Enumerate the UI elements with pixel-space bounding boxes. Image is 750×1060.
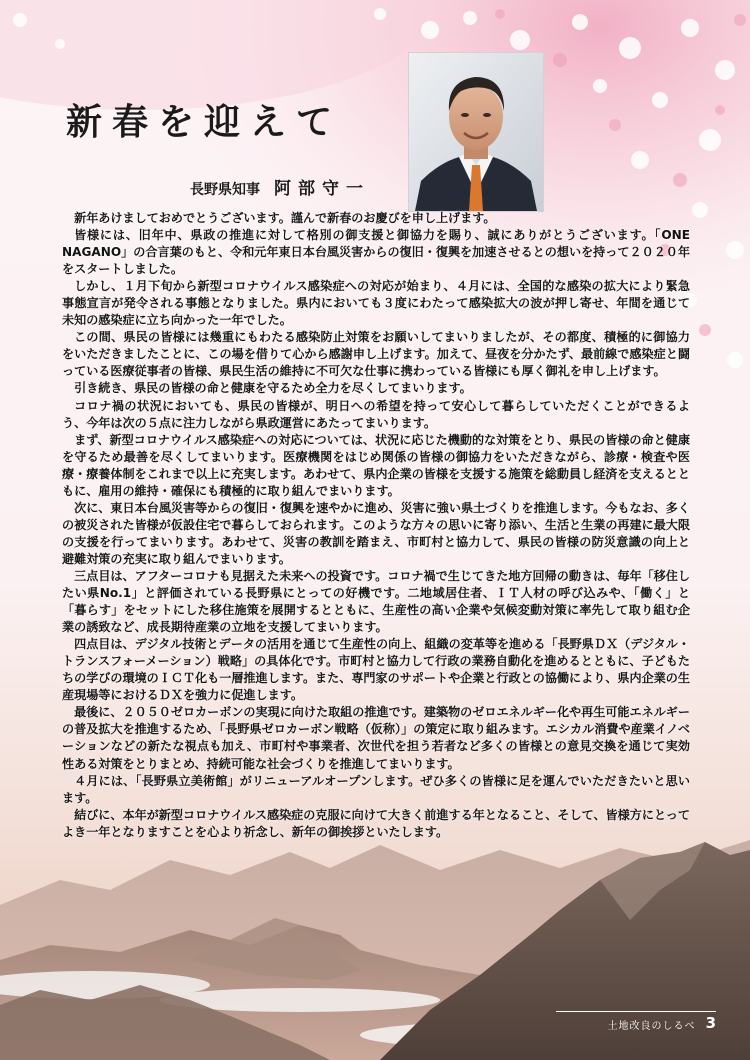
author-position: 長野県知事 (190, 182, 260, 198)
greeting-body (62, 210, 690, 841)
page-title: 新春を迎えて (66, 101, 343, 143)
author-portrait (408, 52, 544, 212)
page-footer (556, 1011, 716, 1032)
paragraph: 次に、東日本台風災害等からの復旧・復興を速やかに進め、災害に強い県土づくりを推進します。今もなお、多くの被災された皆様が仮設住宅で暮らしておられます。このような方々の思いに寄り添い、生活と生業の再建に最大限の支援を行ってまいります。あわせて、災害の教訓を踏まえ、市町村と協力して、県民の皆様の防災意識の向上と避難対策の充実に取り組んでまいります。 (62, 500, 690, 566)
paragraph: 引き続き、県民の皆様の命と健康を守るため全力を尽くしてまいります。 (74, 381, 472, 396)
paragraph: この間、県民の皆様には幾重にもわたる感染防止対策をお願いしてまいりましたが、その都度、積極的に御協力をいただきましたことに、この場を借りて心から感謝申し上げます。加えて、昼夜を分かたず、最前線で感染症と闘っている医療従事者の皆様、県民生活の維持に不可欠な仕事に携わっている皆様にも厚く御礼を申し上げます。 (62, 330, 690, 379)
publication-name: 土地改良のしるべ (607, 1021, 696, 1032)
paragraph: ４月には、「長野県立美術館」がリニューアルオープンします。ぜひ多くの皆様に足を運んでいただきたいと思います。 (62, 773, 690, 805)
paragraph: 皆様には、旧年中、県政の推進に対して格別の御支援と御協力を賜り、誠にありがとうございます。「ONE NAGANO」の合言葉のもと、令和元年東日本台風災害からの復旧・復興を加速させるとの想いを持って２０２０年をスタートしました。 (62, 228, 690, 277)
paragraph: まず、新型コロナウイルス感染症への対応については、状況に応じた機動的な対策をとり、県民の皆様の命と健康を守るため最善を尽くしてまいります。医療機関をはじめ関係の皆様の御協力をいただきながら、診療・検査や医療・療養体制をこれまで以上に充実します。あわせて、県内企業の皆様を支援する施策を総動員し経済を支えるとともに、雇用の維持・確保にも積極的に取り組んでまいります。 (62, 432, 690, 498)
paragraph: 結びに、本年が新型コロナウイルス感染症の克服に向けて大きく前進する年となること、そして、皆様方にとってよき一年となりますことを心より祈念し、新年の御挨拶といたします。 (62, 807, 690, 839)
paragraph: しかし、１月下旬から新型コロナウイルス感染症への対応が始まり、４月には、全国的な感染の拡大により緊急事態宣言が発令される事態となりました。県内においても３度にわたって感染拡大の波が押し寄せ、年間を通じて未知の感染症に立ち向かった一年でした。 (62, 279, 690, 328)
page-number: 3 (705, 1014, 716, 1032)
paragraph: コロナ禍の状況においても、県民の皆様が、明日への希望を持って安心して暮らしていただくことができるよう、今年は次の５点に注力しながら県政運営にあたってまいります。 (62, 398, 690, 430)
paragraph: 最後に、２０５０ゼロカーボンの実現に向けた取組の推進です。建築物のゼロエネルギー化や再生可能エネルギーの普及拡大を推進するため、「長野県ゼロカーボン戦略（仮称）」の策定に取り組みます。エシカル消費や産業イノベーションなどの新たな視点も加え、市町村や事業者、次世代を担う若者など多くの皆様との意見交換を通じて実効性ある対策をとりまとめ、持続可能な社会づくりを推進してまいります。 (62, 705, 690, 771)
paragraph: 新年あけましておめでとうございます。謹んで新春のお慶びを申し上げます。 (74, 211, 496, 225)
author-byline (190, 174, 370, 199)
paragraph: 四点目は、デジタル技術とデータの活用を通じて生産性の向上、組織の変革等を進める「長野県ＤＸ（デジタル・トランスフォーメーション）戦略」の具体化です。市町村と協力して行政の業務自動化を進めるとともに、子どもたちの学びの環境のＩＣＴ化も一層推進します。また、専門家のサポートや企業と行政との協働により、県内企業の生産現場等におけるＤＸを強力に促進します。 (62, 637, 690, 703)
paragraph: 三点目は、アフターコロナも見据えた未来への投資です。コロナ禍で生じてきた地方回帰の動きは、毎年「移住したい県No.1」と評価されている長野県にとっての好機です。二地域居住者、ＩＴ人材の呼び込みや、「働く」と「暮らす」をセットにした移住施策を展開するとともに、生産性の高い企業や気候変動対策に率先して取り組む企業の誘致など、成長期待産業の立地を支援してまいります。 (62, 568, 690, 635)
author-name: 阿部守一 (274, 179, 370, 199)
